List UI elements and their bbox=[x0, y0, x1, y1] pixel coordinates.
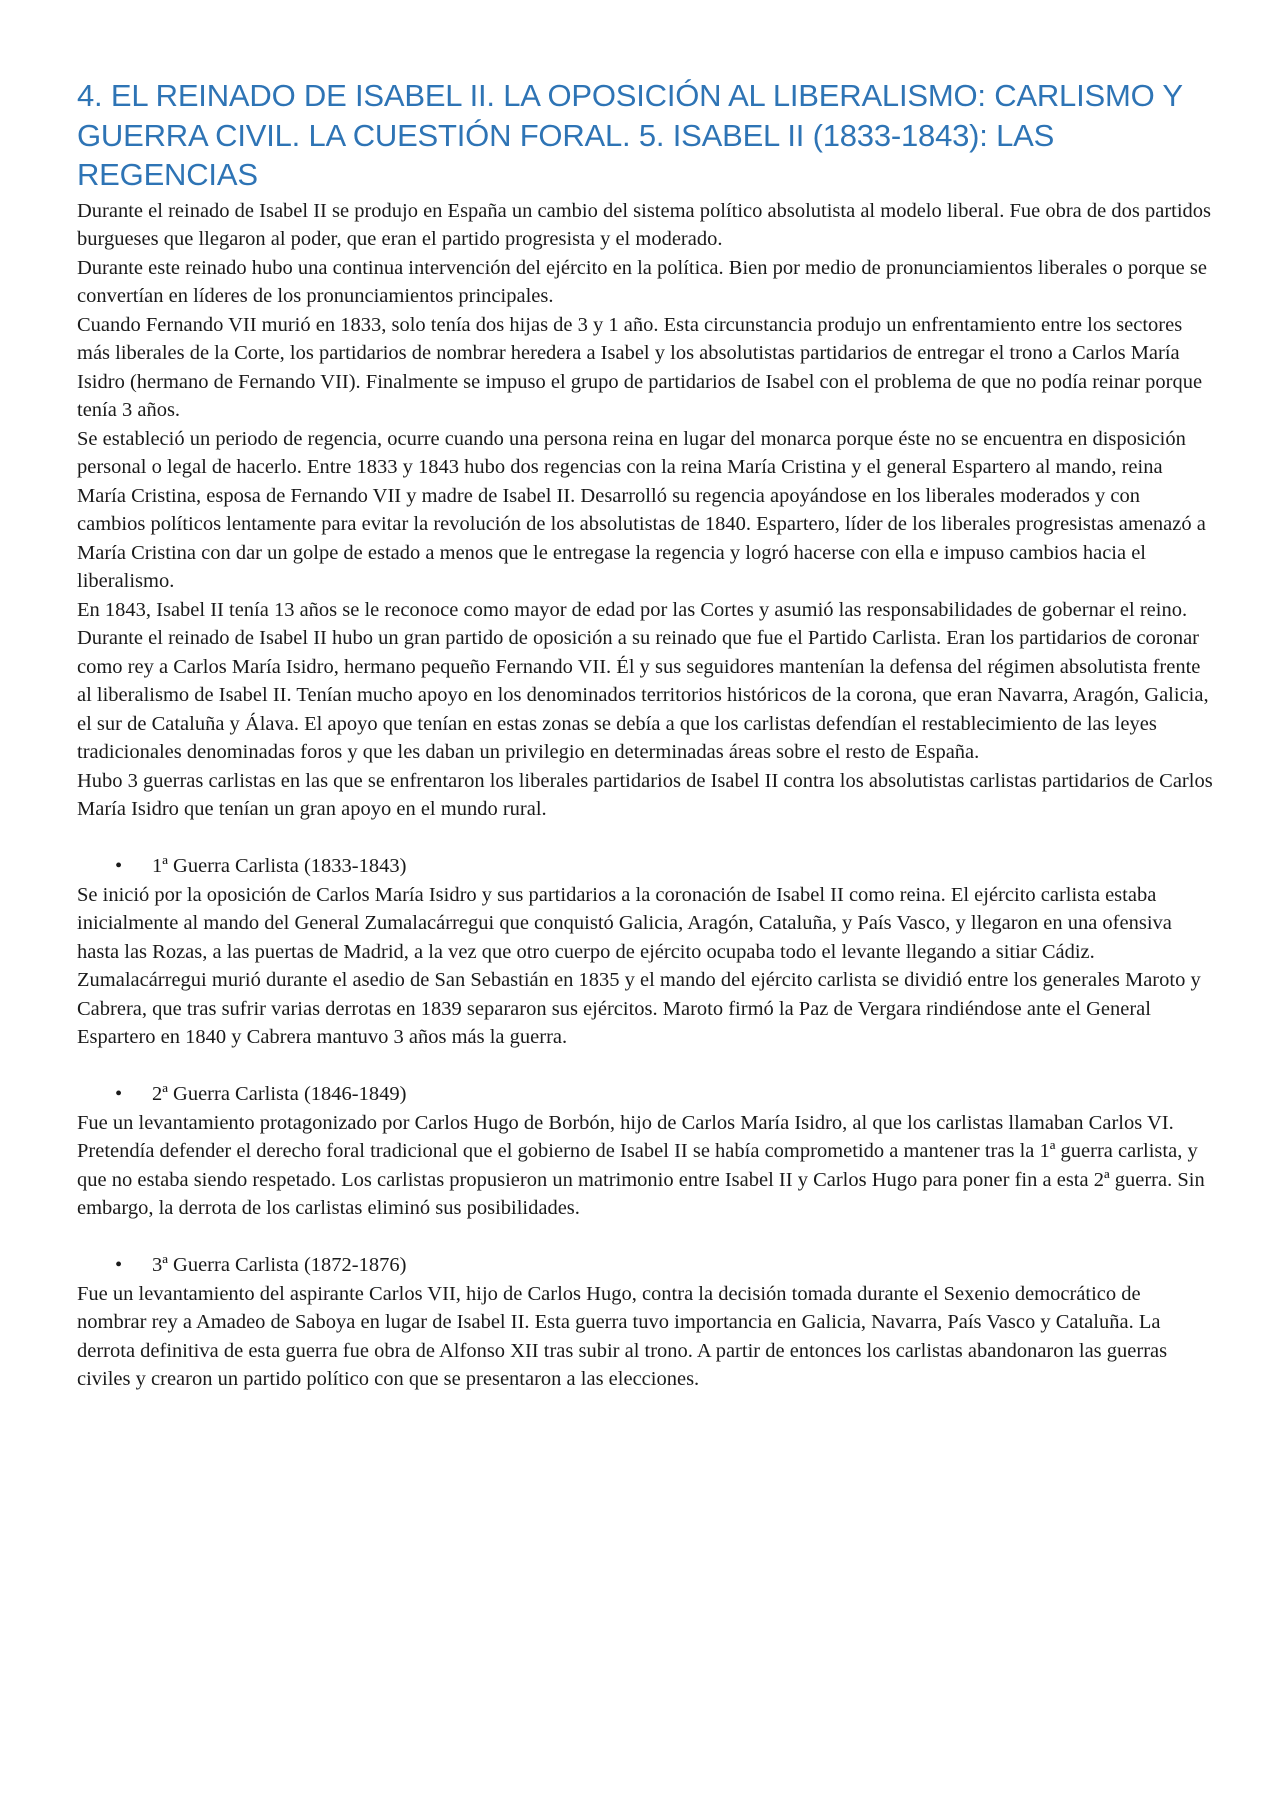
blank-line bbox=[77, 1052, 1213, 1081]
intro-paragraph: En 1843, Isabel II tenía 13 años se le reconoce como mayor de edad por las Cortes y asumió las responsabilidades de gobernar el reino. bbox=[77, 598, 1188, 621]
document-page bbox=[77, 76, 1213, 1394]
war-heading-text: 2ª Guerra Carlista (1846-1849) bbox=[152, 1083, 407, 1105]
war-paragraph: Se inició por la oposición de Carlos María Isidro y sus partidarios a la coronación de Isabel II como reina. El ejército carlista estaba inicialmente al mando del General Zumalacárregui que conquistó Galicia, Aragón, Cataluña, y País Vasco, y llegaron en una ofensiva hasta las Rozas, a las puertas de Madrid, a la vez que otro cuerpo de ejército ocupaba todo el levante llegando a sitiar Cádiz. bbox=[77, 883, 1172, 963]
intro-paragraph: Se estableció un periodo de regencia, ocurre cuando una persona reina en lugar del monarca porque éste no se encuentra en disposición personal o legal de hacerlo. Entre 1833 y 1843 hubo dos regencias con la reina María Cristina y el general Espartero al mando, reina María Cristina, esposa de Fernando VII y madre de Isabel II. Desarrolló su regencia apoyándose en los liberales moderados y con cambios políticos lentamente para evitar la revolución de los absolutistas de 1840. Espartero, líder de los liberales progresistas amenazó a María Cristina con dar un golpe de estado a menos que le entregase la regencia y logró hacerse con ella e impuso cambios hacia el liberalismo. bbox=[77, 427, 1206, 592]
war-heading-2 bbox=[77, 1080, 1213, 1109]
intro-paragraph: Durante el reinado de Isabel II se produjo en España un cambio del sistema político absolutista al modelo liberal. Fue obra de dos partidos burgueses que llegaron al poder, que eran el partido progresista y el moderado. bbox=[77, 199, 1212, 250]
war-heading-1 bbox=[77, 852, 1213, 881]
intro-paragraph: Hubo 3 guerras carlistas en las que se enfrentaron los liberales partidarios de Isabel II contra los absolutistas carlistas partidarios de Carlos María Isidro que tenían un gran apoyo en el mundo rural. bbox=[77, 769, 1213, 820]
war-heading-3 bbox=[77, 1251, 1213, 1280]
war-heading-text: 1ª Guerra Carlista (1833-1843) bbox=[152, 855, 407, 877]
intro-paragraph: Durante este reinado hubo una continua intervención del ejército en la política. Bien por medio de pronunciamientos liberales o porque se convertían en líderes de los pronunciamientos principales. bbox=[77, 256, 1207, 307]
intro-paragraph: Cuando Fernando VII murió en 1833, solo tenía dos hijas de 3 y 1 año. Esta circunstancia produjo un enfrentamiento entre los sectores más liberales de la Corte, los partidarios de nombrar heredera a Isabel y los absolutistas partidarios de entregar el trono a Carlos María Isidro (hermano de Fernando VII). Finalmente se impuso el grupo de partidarios de Isabel con el problema de que no podía reinar porque tenía 3 años. bbox=[77, 313, 1203, 421]
war-paragraph: Fue un levantamiento del aspirante Carlos VII, hijo de Carlos Hugo, contra la decisión tomada durante el Sexenio democrático de nombrar rey a Amadeo de Saboya en lugar de Isabel II. Esta guerra tuvo importancia en Galicia, Navarra, País Vasco y Cataluña. La derrota definitiva de esta guerra fue obra de Alfonso XII tras subir al trono. A partir de entonces los carlistas abandonaron las guerras civiles y crearon un partido político con que se presentaron a las elecciones. bbox=[77, 1282, 1168, 1390]
war-heading-text: 3ª Guerra Carlista (1872-1876) bbox=[152, 1254, 407, 1276]
intro-paragraph: Durante el reinado de Isabel II hubo un gran partido de oposición a su reinado que fue el Partido Carlista. Eran los partidarios de coronar como rey a Carlos María Isidro, hermano pequeño Fernando VII. Él y sus seguidores mantenían la defensa del régimen absolutista frente al liberalismo de Isabel II. Tenían mucho apoyo en los denominados territorios históricos de la corona, que eran Navarra, Aragón, Galicia, el sur de Cataluña y Álava. El apoyo que tenían en estas zonas se debía a que los carlistas defendían el restablecimiento de las leyes tradicionales denominadas foros y que les daban un privilegio en determinadas áreas sobre el resto de España. bbox=[77, 627, 1209, 763]
blank-line bbox=[77, 824, 1213, 853]
document-title: 4. EL REINADO DE ISABEL II. LA OPOSICIÓN AL LIBERALISMO: CARLISMO Y GUERRA CIVIL. LA CUESTIÓN FORAL. 5. ISABEL II (1833-1843): LAS REGENCIAS bbox=[77, 78, 1183, 192]
blank-line bbox=[77, 1223, 1213, 1252]
bullet-icon: • bbox=[115, 1254, 123, 1276]
bullet-icon: • bbox=[115, 1083, 123, 1105]
document-body bbox=[77, 197, 1213, 1394]
war-paragraph: Fue un levantamiento protagonizado por Carlos Hugo de Borbón, hijo de Carlos María Isidro, al que los carlistas llamaban Carlos VI. Pretendía defender el derecho foral tradicional que el gobierno de Isabel II se había comprometido a mantener tras la 1ª guerra carlista, y que no estaba siendo respetado. Los carlistas propusieron un matrimonio entre Isabel II y Carlos Hugo para poner fin a esta 2ª guerra. Sin embargo, la derrota de los carlistas eliminó sus posibilidades. bbox=[77, 1111, 1205, 1219]
bullet-icon: • bbox=[115, 855, 123, 877]
war-paragraph: Zumalacárregui murió durante el asedio de San Sebastián en 1835 y el mando del ejército carlista se dividió entre los generales Maroto y Cabrera, que tras sufrir varias derrotas en 1839 separaron sus ejércitos. Maroto firmó la Paz de Vergara rindiéndose ante el General Espartero en 1840 y Cabrera mantuvo 3 años más la guerra. bbox=[77, 969, 1201, 1048]
